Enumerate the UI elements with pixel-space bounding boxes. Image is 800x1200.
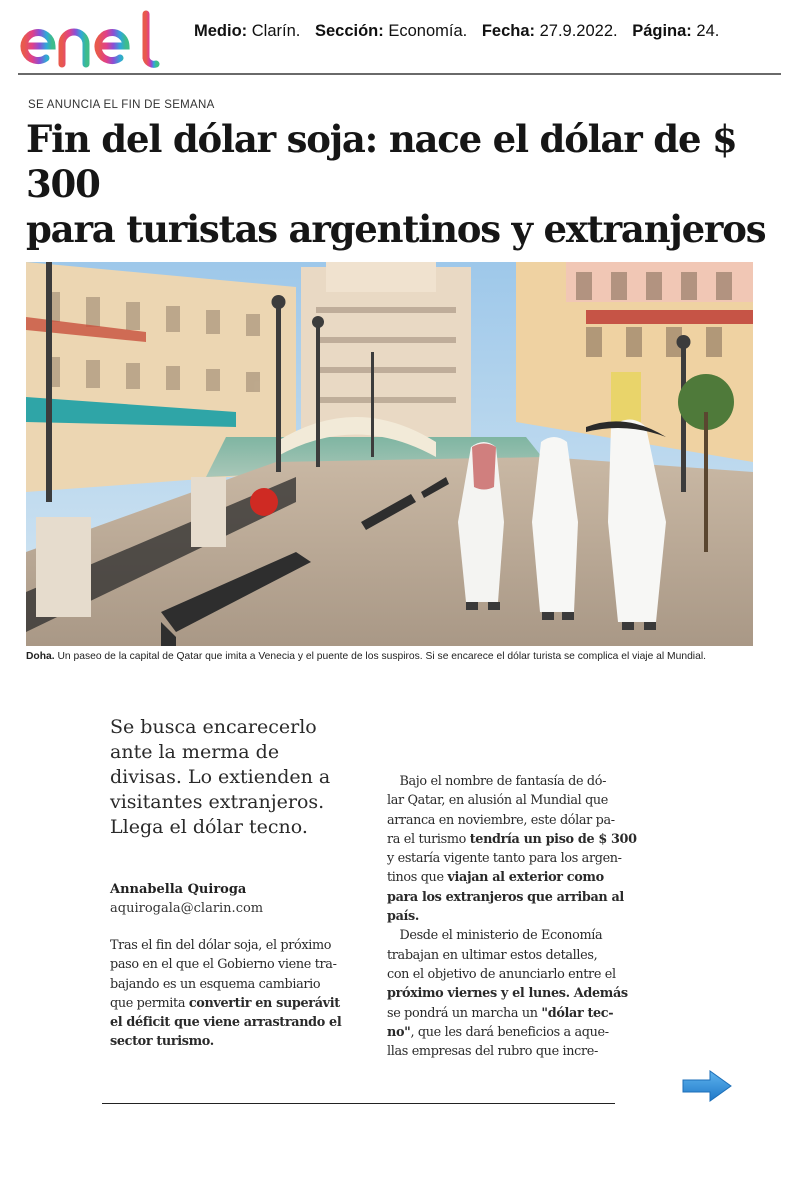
- medio-label: Medio:: [194, 22, 248, 40]
- body-line: [110, 1013, 350, 1032]
- header-divider: [18, 73, 781, 75]
- caption-text: Un paseo de la capital de Qatar que imita a Venecia y el puente de los suspiros. Si se encarece el dólar turista se complica el viaje al Mundial.: [54, 651, 706, 662]
- body-line: [387, 888, 623, 907]
- deck-line: ante la merma de: [110, 741, 280, 763]
- body-column-1: [110, 936, 350, 1052]
- body-line: [387, 1023, 623, 1042]
- publication-meta: [194, 22, 719, 41]
- body-line: [387, 772, 623, 791]
- body-line: [387, 868, 623, 887]
- article-kicker: SE ANUNCIA EL FIN DE SEMANA: [28, 99, 215, 111]
- body-text: Desde el ministerio de Economía: [399, 928, 603, 944]
- body-line: paso en el que el Gobierno viene tra-: [110, 957, 337, 973]
- headline-line-2: para turistas argentinos y extranjeros: [26, 207, 766, 251]
- deck-line: Llega el dólar tecno.: [110, 816, 308, 838]
- body-emphasis: país.: [387, 909, 420, 925]
- deck-line: visitantes extranjeros.: [110, 791, 325, 813]
- deck-line: divisas. Lo extienden a: [110, 766, 331, 788]
- body-line: [110, 994, 350, 1013]
- body-text: Bajo el nombre de fantasía de dó-: [399, 774, 607, 789]
- arrow-right-icon[interactable]: [680, 1068, 734, 1104]
- body-line: Tras el fin del dólar soja, el próximo: [110, 938, 332, 953]
- article-deck: [110, 715, 370, 840]
- body-line: [387, 926, 623, 945]
- caption-place: Doha.: [26, 651, 55, 662]
- body-column-2: [387, 772, 637, 1061]
- pagina-value: 24.: [696, 22, 720, 40]
- article-headline: [26, 117, 776, 252]
- author-email[interactable]: aquirogala@clarin.com: [110, 901, 264, 916]
- pagina-label: Página:: [632, 22, 692, 40]
- body-line: con el objetivo de anunciarlo entre el: [387, 966, 616, 982]
- body-text: , que les dará beneficios a aque-: [410, 1024, 609, 1040]
- body-emphasis: para los extranjeros que arriban al: [387, 889, 624, 905]
- body-line: arranca en noviembre, este dólar pa-: [387, 812, 615, 828]
- footer-divider: [102, 1103, 615, 1104]
- fecha-value: 27.9.2022.: [539, 22, 618, 40]
- body-text: que permita: [110, 995, 189, 1011]
- body-emphasis: próximo viernes y el lunes. Además: [387, 986, 628, 1002]
- doha-promenade-photo: [26, 262, 753, 646]
- body-text: se pondrá un marcha un: [387, 1005, 542, 1021]
- body-line: [110, 1032, 350, 1051]
- photo-caption: [26, 651, 766, 662]
- body-line: lar Qatar, en alusión al Mundial que: [387, 793, 609, 809]
- body-emphasis: viajan al exterior como: [447, 870, 604, 886]
- author-name: Annabella Quiroga: [110, 882, 247, 897]
- deck-line: Se busca encarecerlo: [110, 716, 317, 738]
- headline-line-1: Fin del dólar soja: nace el dólar de $ 300: [26, 117, 737, 206]
- enel-logo: [16, 8, 176, 68]
- body-line: llas empresas del rubro que incre-: [387, 1044, 598, 1060]
- seccion-value: Economía.: [388, 22, 468, 40]
- body-line: bajando es un esquema cambiario: [110, 976, 321, 992]
- body-emphasis: tendría un piso de $ 300: [469, 831, 637, 847]
- body-text: tinos que: [387, 870, 448, 886]
- body-text: ra el turismo: [387, 831, 470, 847]
- body-line: [387, 1004, 623, 1023]
- body-emphasis: no": [387, 1024, 411, 1040]
- body-line: [387, 907, 623, 926]
- body-emphasis: sector turismo.: [110, 1034, 214, 1050]
- body-emphasis: "dólar tec-: [541, 1005, 614, 1021]
- body-line: trabajan en ultimar estos detalles,: [387, 947, 598, 963]
- fecha-label: Fecha:: [481, 22, 535, 40]
- medio-value: Clarín.: [251, 22, 301, 40]
- body-line: [387, 984, 628, 1003]
- seccion-label: Sección:: [314, 22, 384, 40]
- body-line: y estaría vigente tanto para los argen-: [387, 851, 622, 867]
- body-emphasis: convertir en superávit: [188, 995, 340, 1011]
- body-line: [387, 830, 637, 849]
- body-emphasis: el déficit que viene arrastrando el: [110, 1015, 342, 1031]
